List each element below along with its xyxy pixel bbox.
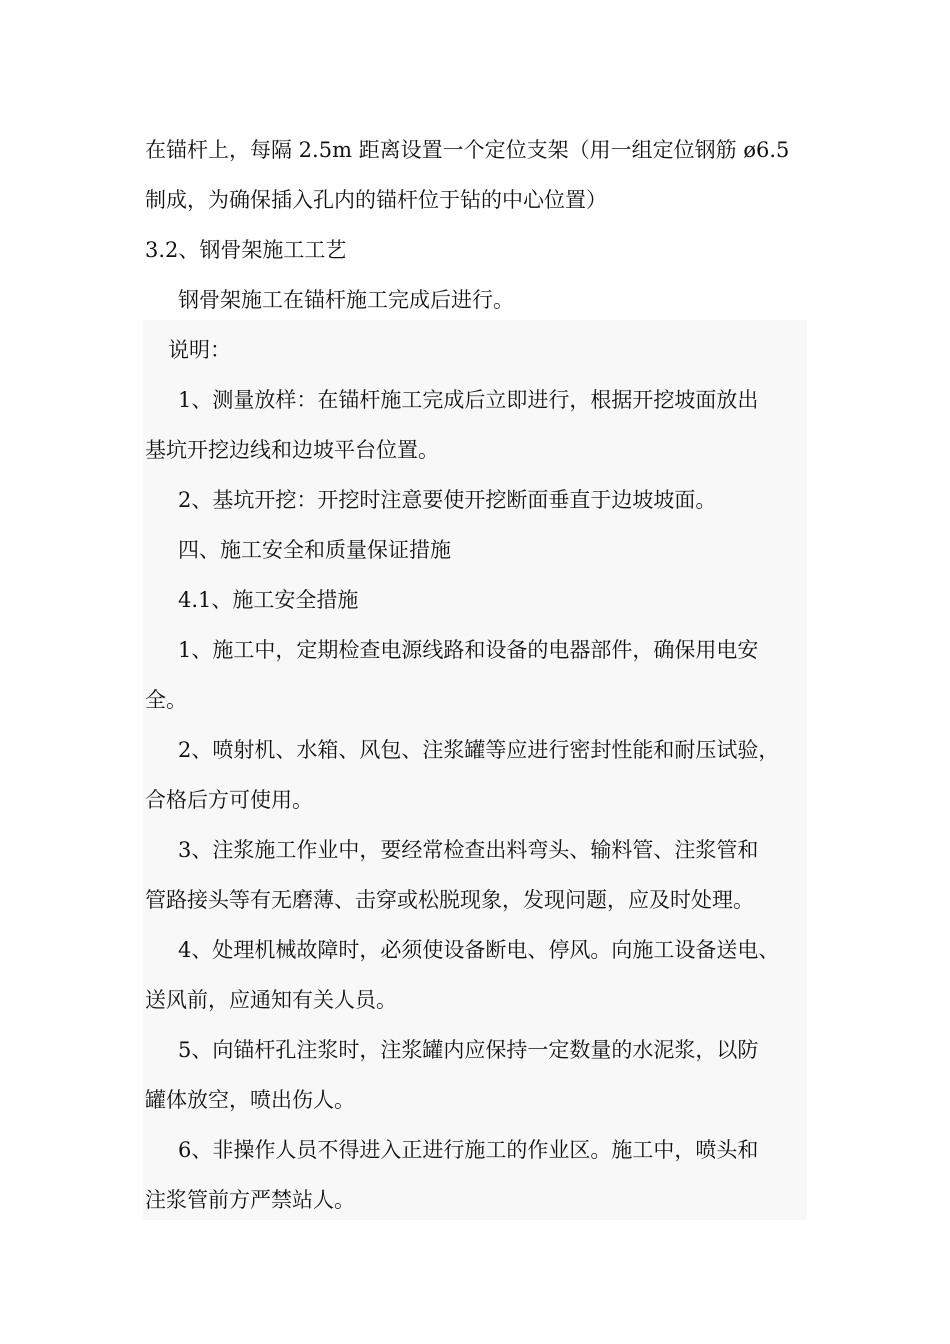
text-line: 4、处理机械故障时，必须使设备断电、停风。向施工设备送电、 [178, 938, 780, 962]
text-line: 6、非操作人员不得进入正进行施工的作业区。施工中，喷头和 [178, 1138, 759, 1162]
text-line: 管路接头等有无磨薄、击穿或松脱现象，发现问题，应及时处理。 [145, 888, 754, 912]
text-line: 注浆管前方严禁站人。 [145, 1188, 355, 1212]
text-line: 送风前，应通知有关人员。 [145, 988, 397, 1012]
text-line: 1、施工中，定期检查电源线路和设备的电器部件，确保用电安 [178, 638, 759, 662]
text-line: 基坑开挖边线和边坡平台位置。 [145, 438, 439, 462]
text-line: 3、注浆施工作业中，要经常检查出料弯头、输料管、注浆管和 [178, 838, 759, 862]
text-line: 罐体放空，喷出伤人。 [145, 1088, 355, 1112]
text-line: 5、向锚杆孔注浆时，注浆罐内应保持一定数量的水泥浆，以防 [178, 1038, 759, 1062]
subsection-heading: 4.1、施工安全措施 [178, 588, 359, 612]
section-heading: 3.2、钢骨架施工工艺 [145, 238, 347, 262]
text-line: 在锚杆上，每隔 2.5m 距离设置一个定位支架（用一组定位钢筋 ø6.5 [145, 138, 790, 162]
text-line: 合格后方可使用。 [145, 788, 313, 812]
text-line: 2、喷射机、水箱、风包、注浆罐等应进行密封性能和耐压试验， [178, 738, 780, 762]
text-line: 制成，为确保插入孔内的锚杆位于钻的中心位置） [145, 188, 607, 212]
text-line: 全。 [145, 688, 187, 712]
text-line: 2、基坑开挖：开挖时注意要使开挖断面垂直于边坡坡面。 [178, 488, 717, 512]
section-heading: 四、施工安全和质量保证措施 [178, 538, 451, 562]
text-line: 1、测量放样：在锚杆施工完成后立即进行，根据开挖坡面放出 [178, 388, 759, 412]
text-line: 钢骨架施工在锚杆施工完成后进行。 [178, 288, 514, 312]
note-label: 说明： [168, 338, 231, 362]
